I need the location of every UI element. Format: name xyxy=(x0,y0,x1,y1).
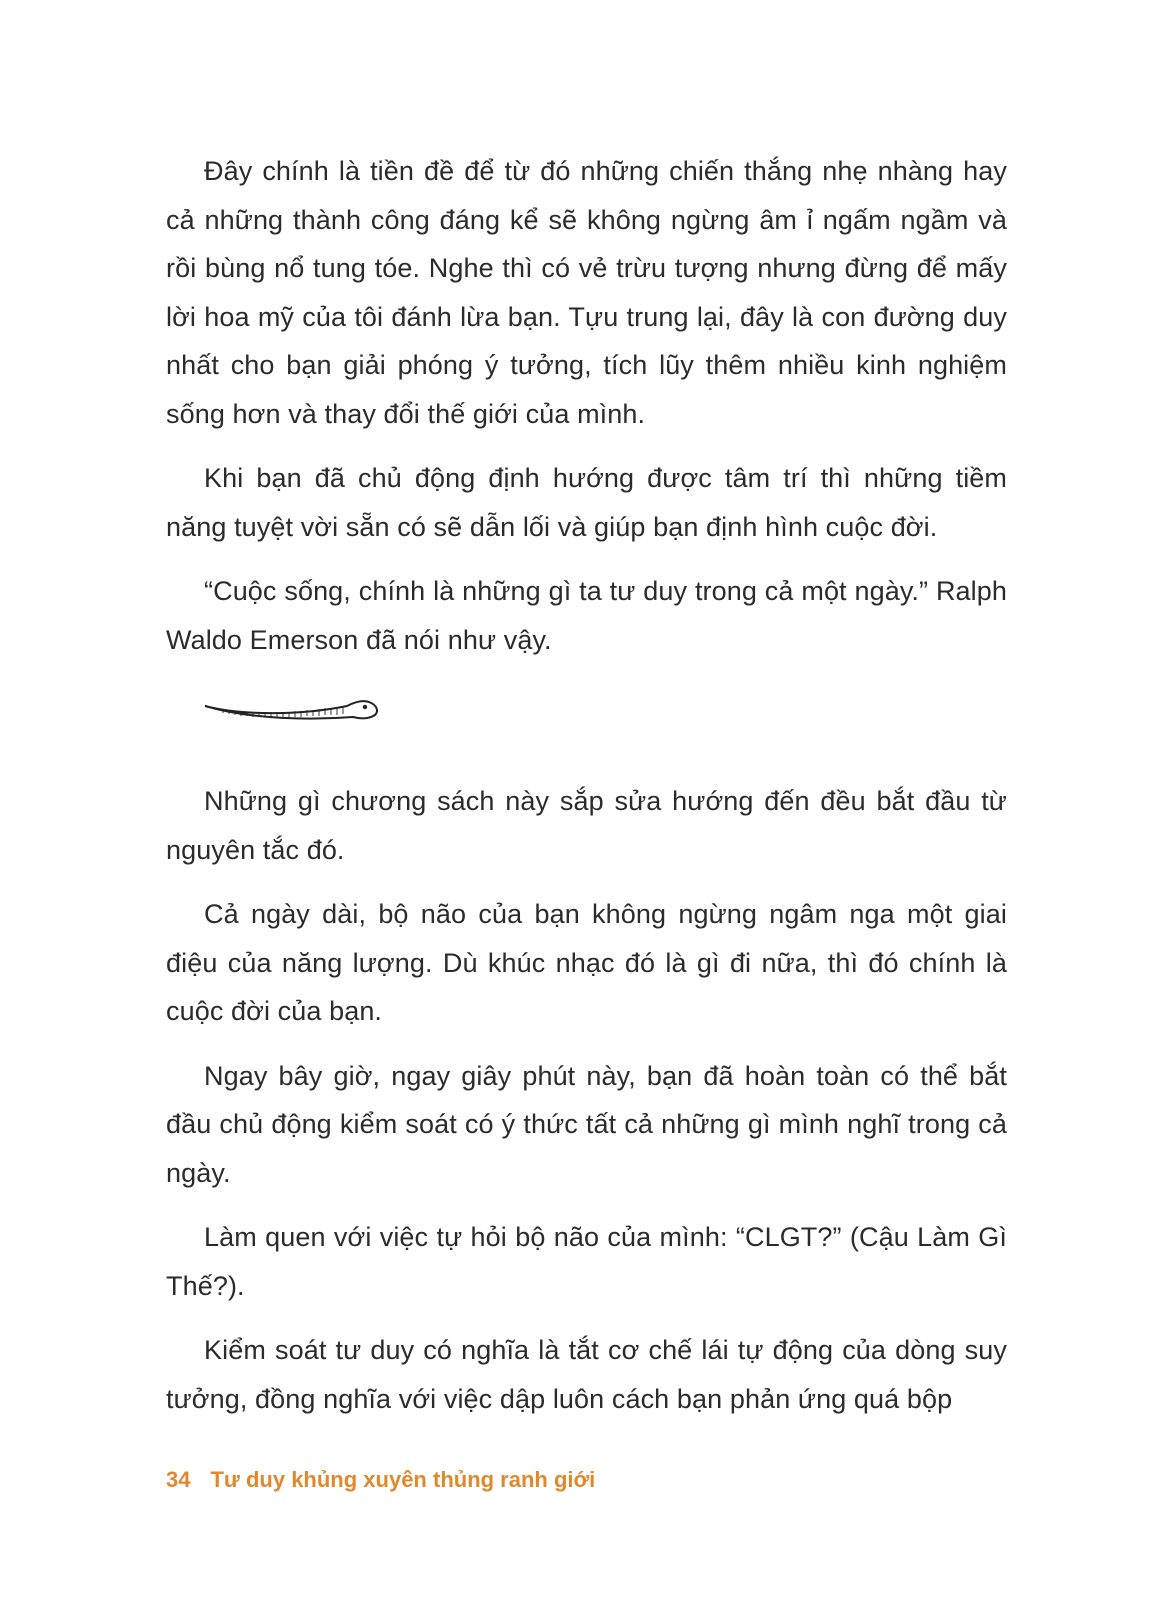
page-footer xyxy=(166,1467,595,1493)
running-title: Tư duy khủng xuyên thủng ranh giới xyxy=(210,1467,596,1492)
page-number: 34 xyxy=(166,1467,191,1492)
paragraph: Làm quen với việc tự hỏi bộ não của mình: “CLGT?” (Cậu Làm Gì Thế?). xyxy=(166,1222,1007,1301)
body-text-bottom xyxy=(166,777,1007,1423)
serpent-body xyxy=(205,701,377,718)
paragraph: Đây chính là tiền đề để từ đó những chiến thắng nhẹ nhàng hay cả những thành công đáng kể sẽ không ngừng âm ỉ ngấm ngầm và rồi bùng nổ tung tóe. Nghe thì có vẻ trừu tượng nhưng đừng để mấy lời hoa mỹ của tôi đánh lừa bạn. Tựu trung lại, đây là con đường duy nhất cho bạn giải phóng ý tưởng, tích lũy thêm nhiều kinh nghiệm sống hơn và thay đổi thế giới của mình. xyxy=(166,156,1007,429)
serpent-ornament-icon xyxy=(203,696,383,732)
paragraph: Kiểm soát tư duy có nghĩa là tắt cơ chế lái tự động của dòng suy tưởng, đồng nghĩa với việc dập luôn cách bạn phản ứng quá bộp xyxy=(166,1335,1007,1414)
paragraph: Những gì chương sách này sắp sửa hướng đến đều bắt đầu từ nguyên tắc đó. xyxy=(166,786,1007,865)
paragraph: Ngay bây giờ, ngay giây phút này, bạn đã hoàn toàn có thể bắt đầu chủ động kiểm soát có ý thức tất cả những gì mình nghĩ trong cả ngày. xyxy=(166,1060,1007,1188)
paragraph: “Cuộc sống, chính là những gì ta tư duy trong cả một ngày.” Ralph Waldo Emerson đã nói như vậy. xyxy=(166,576,1007,655)
paragraph: Khi bạn đã chủ động định hướng được tâm trí thì những tiềm năng tuyệt vời sẵn có sẽ dẫn lối và giúp bạn định hình cuộc đời. xyxy=(166,463,1007,542)
paragraph: Cả ngày dài, bộ não của bạn không ngừng ngâm nga một giai điệu của năng lượng. Dù khúc nhạc đó là gì đi nữa, thì đó chính là cuộc đời của bạn. xyxy=(166,899,1007,1026)
body-text-top xyxy=(166,147,1007,664)
